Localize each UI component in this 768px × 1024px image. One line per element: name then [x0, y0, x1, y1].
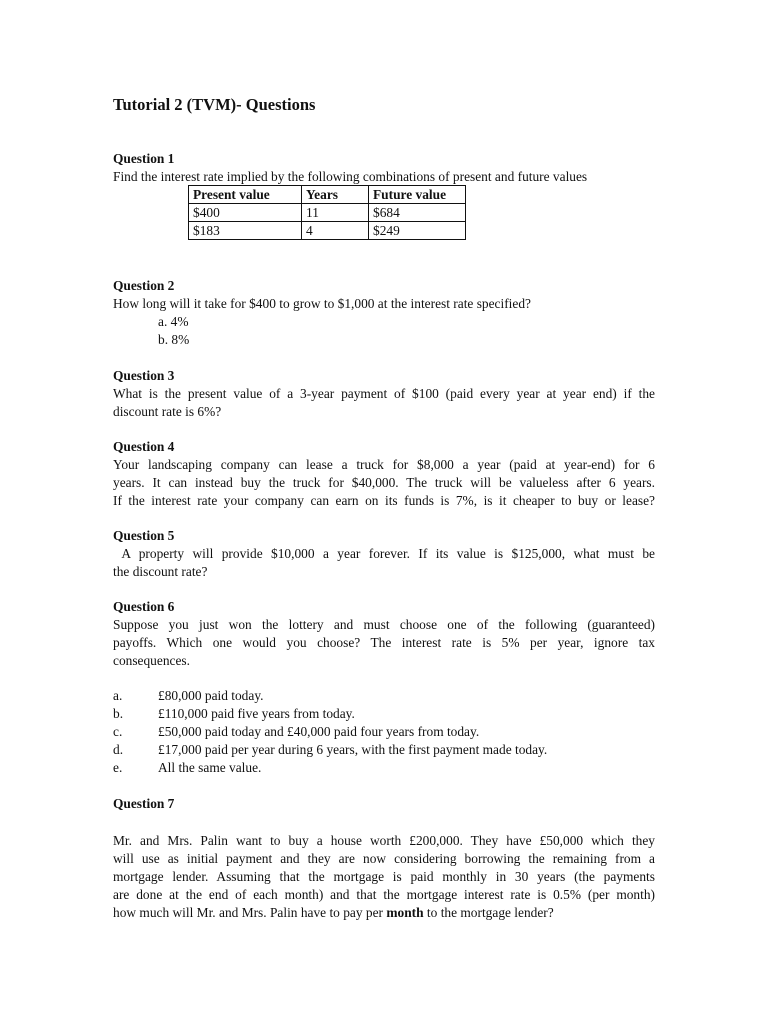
- option-text: £110,000 paid five years from today.: [158, 706, 355, 721]
- text-line: the discount rate?: [113, 564, 208, 579]
- text-line: What is the present value of a 3-year payment of $100 (paid every year at year end) if the: [113, 386, 655, 401]
- text-line: If the interest rate your company can earn on its funds is 7%, is it cheaper to buy or lease?: [113, 493, 655, 508]
- question-2-option: b. 8%: [158, 332, 190, 347]
- table-header-cell: Future value: [369, 186, 466, 204]
- text-line: are done at the end of each month) and that the mortgage interest rate is 0.5% (per month): [113, 887, 655, 902]
- table-cell: $684: [369, 204, 466, 222]
- question-6-option: [113, 723, 673, 741]
- question-4-text: [113, 456, 655, 510]
- option-letter: b.: [113, 706, 124, 721]
- table-row: [189, 222, 466, 240]
- option-letter: a.: [113, 688, 123, 703]
- question-2-option: a. 4%: [158, 314, 189, 329]
- question-2-heading: Question 2: [113, 278, 175, 293]
- question-6-option: [113, 687, 673, 705]
- text-line: payoffs. Which one would you choose? The interest rate is 5% per year, ignore tax: [113, 635, 655, 650]
- text-line: Mr. and Mrs. Palin want to buy a house worth £200,000. They have £50,000 which they: [113, 833, 655, 848]
- question-5-text: [113, 545, 655, 581]
- option-text: £17,000 paid per year during 6 years, with the first payment made today.: [158, 742, 548, 757]
- table-header-cell: Present value: [189, 186, 302, 204]
- text-run: how much will Mr. and Mrs. Palin have to pay per: [113, 905, 387, 920]
- table-row: [189, 204, 466, 222]
- text-line: mortgage lender. Assuming that the mortgage is paid monthly in 30 years (the payments: [113, 869, 655, 884]
- question-6-option: [113, 741, 673, 759]
- question-7-text: [113, 832, 655, 922]
- page-title: Tutorial 2 (TVM)- Questions: [113, 95, 316, 114]
- q1-values-table: [188, 185, 466, 240]
- text-line: will use as initial payment and they are now considering borrowing the remaining from a: [113, 851, 655, 866]
- table-cell: 4: [302, 222, 369, 240]
- option-letter: c.: [113, 724, 123, 739]
- question-6-option: [113, 759, 673, 777]
- table-header-cell: Years: [302, 186, 369, 204]
- emphasized-word: month: [386, 905, 424, 920]
- option-letter: e.: [113, 760, 123, 775]
- option-text: £80,000 paid today.: [158, 688, 264, 703]
- question-4-heading: Question 4: [113, 439, 175, 454]
- question-6-option: [113, 705, 673, 723]
- option-text: £50,000 paid today and £40,000 paid four years from today.: [158, 724, 480, 739]
- question-1-text: Find the interest rate implied by the following combinations of present and future values: [113, 169, 588, 184]
- table-cell: 11: [302, 204, 369, 222]
- question-6-text: [113, 616, 655, 670]
- table-cell: $400: [189, 204, 302, 222]
- table-cell: $249: [369, 222, 466, 240]
- question-3-heading: Question 3: [113, 368, 175, 383]
- question-2-text: How long will it take for $400 to grow to $1,000 at the interest rate specified?: [113, 296, 531, 311]
- question-3-text: [113, 385, 655, 421]
- question-5-heading: Question 5: [113, 528, 175, 543]
- option-letter: d.: [113, 742, 124, 757]
- text-line: Suppose you just won the lottery and must choose one of the following (guaranteed): [113, 617, 655, 632]
- option-text: All the same value.: [158, 760, 262, 775]
- table-header-row: [189, 186, 466, 204]
- question-6-heading: Question 6: [113, 599, 175, 614]
- question-1-heading: Question 1: [113, 151, 175, 166]
- text-line: years. It can instead buy the truck for $40,000. The truck will be valueless after 6 years.: [113, 475, 655, 490]
- text-run: to the mortgage lender?: [423, 905, 554, 920]
- question-7-heading: Question 7: [113, 796, 175, 811]
- text-line: Your landscaping company can lease a truck for $8,000 a year (paid at year-end) for 6: [113, 457, 655, 472]
- text-line: consequences.: [113, 653, 190, 668]
- table-cell: $183: [189, 222, 302, 240]
- text-line: A property will provide $10,000 a year forever. If its value is $125,000, what must be: [113, 546, 655, 561]
- text-line: discount rate is 6%?: [113, 404, 222, 419]
- text-line: [113, 904, 655, 922]
